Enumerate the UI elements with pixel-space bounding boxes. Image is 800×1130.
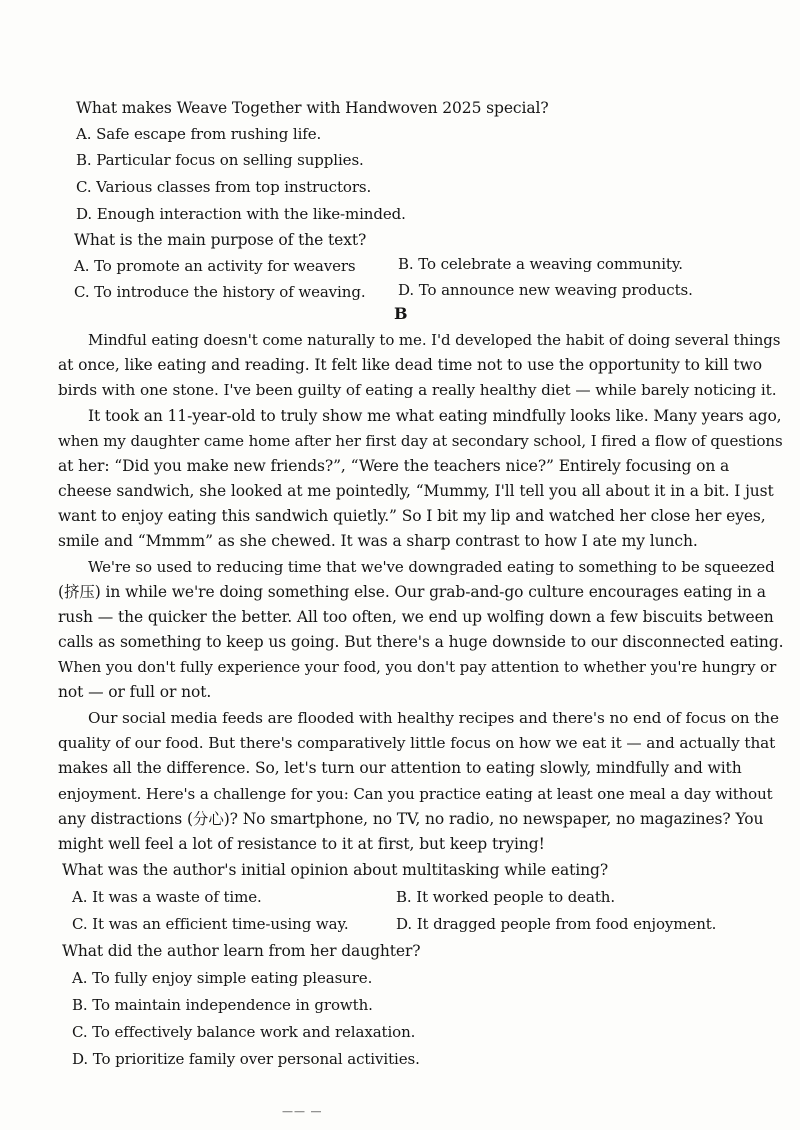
passage-line: at her: “Did you make new friends?”, “Were the teachers nice?” Entirely focusing on a (58, 457, 730, 475)
q1-option-a: A. Safe escape from rushing life. (76, 125, 322, 143)
q1-option-b: B. Particular focus on selling supplies. (76, 151, 364, 169)
q1-question: What makes Weave Together with Handwoven 2025 special? (76, 99, 549, 117)
passage-line: not — or full or not. (58, 683, 212, 701)
q3-option-a: A. It was a waste of time. (72, 888, 262, 906)
q2-option-a: A. To promote an activity for weavers (74, 257, 356, 275)
q1-option-c: C. Various classes from top instructors. (76, 178, 372, 196)
passage-line: cheese sandwich, she looked at me pointedly, “Mummy, I'll tell you all about it in a bit. I just (58, 482, 774, 500)
q3-option-d: D. It dragged people from food enjoyment. (396, 915, 717, 933)
section-b-heading: B (394, 304, 408, 323)
passage-line: at once, like eating and reading. It felt like dead time not to use the opportunity to kill two (58, 356, 762, 374)
passage-line: any distractions (分心)? No smartphone, no TV, no radio, no newspaper, no magazines? You (58, 810, 764, 828)
q3-question: What was the author's initial opinion about multitasking while eating? (62, 861, 609, 879)
q4-option-a: A. To fully enjoy simple eating pleasure. (72, 969, 373, 987)
q4-option-d: D. To prioritize family over personal activities. (72, 1050, 420, 1068)
passage-line: might well feel a lot of resistance to it at first, but keep trying! (58, 835, 545, 853)
q2-option-d: D. To announce new weaving products. (398, 281, 693, 299)
passage-line: It took an 11-year-old to truly show me what eating mindfully looks like. Many years ago, (88, 407, 782, 425)
passage-line: want to enjoy eating this sandwich quietly.” So I bit my lip and watched her close her eyes, (58, 507, 766, 525)
passage-line: makes all the difference. So, let's turn our attention to eating slowly, mindfully and with (58, 759, 742, 777)
q2-option-c: C. To introduce the history of weaving. (74, 283, 366, 301)
passage-line: We're so used to reducing time that we've downgraded eating to something to be squeezed (88, 558, 775, 576)
passage-line: when my daughter came home after her first day at secondary school, I fired a flow of questions (58, 432, 783, 450)
passage-line: rush — the quicker the better. All too often, we end up wolfing down a few biscuits between (58, 608, 774, 626)
q1-option-d: D. Enough interaction with the like-minded. (76, 205, 406, 223)
q3-option-b: B. It worked people to death. (396, 888, 616, 906)
passage-line: Mindful eating doesn't come naturally to me. I'd developed the habit of doing several things (88, 331, 781, 349)
passage-line: When you don't fully experience your food, you don't pay attention to whether you're hungry or (58, 658, 777, 676)
q3-option-c: C. It was an efficient time-using way. (72, 915, 349, 933)
passage-line: smile and “Mmmm” as she chewed. It was a sharp contrast to how I ate my lunch. (58, 532, 698, 550)
q4-option-b: B. To maintain independence in growth. (72, 996, 373, 1014)
q4-option-c: C. To effectively balance work and relaxation. (72, 1023, 416, 1041)
page-footer: —— — (282, 1105, 323, 1118)
q2-option-b: B. To celebrate a weaving community. (398, 255, 683, 273)
passage-line: Our social media feeds are flooded with healthy recipes and there's no end of focus on the (88, 709, 779, 727)
passage-line: quality of our food. But there's comparatively little focus on how we eat it — and actually that (58, 734, 776, 752)
q4-question: What did the author learn from her daughter? (62, 942, 421, 960)
passage-line: enjoyment. Here's a challenge for you: Can you practice eating at least one meal a day without (58, 785, 773, 803)
passage-line: birds with one stone. I've been guilty of eating a really healthy diet — while barely noticing it. (58, 381, 777, 399)
passage-line: calls as something to keep us going. But there's a huge downside to our disconnected eating. (58, 633, 784, 651)
passage-line: (挤压) in while we're doing something else. Our grab-and-go culture encourages eating in a (58, 583, 766, 601)
q2-question: What is the main purpose of the text? (74, 231, 367, 249)
